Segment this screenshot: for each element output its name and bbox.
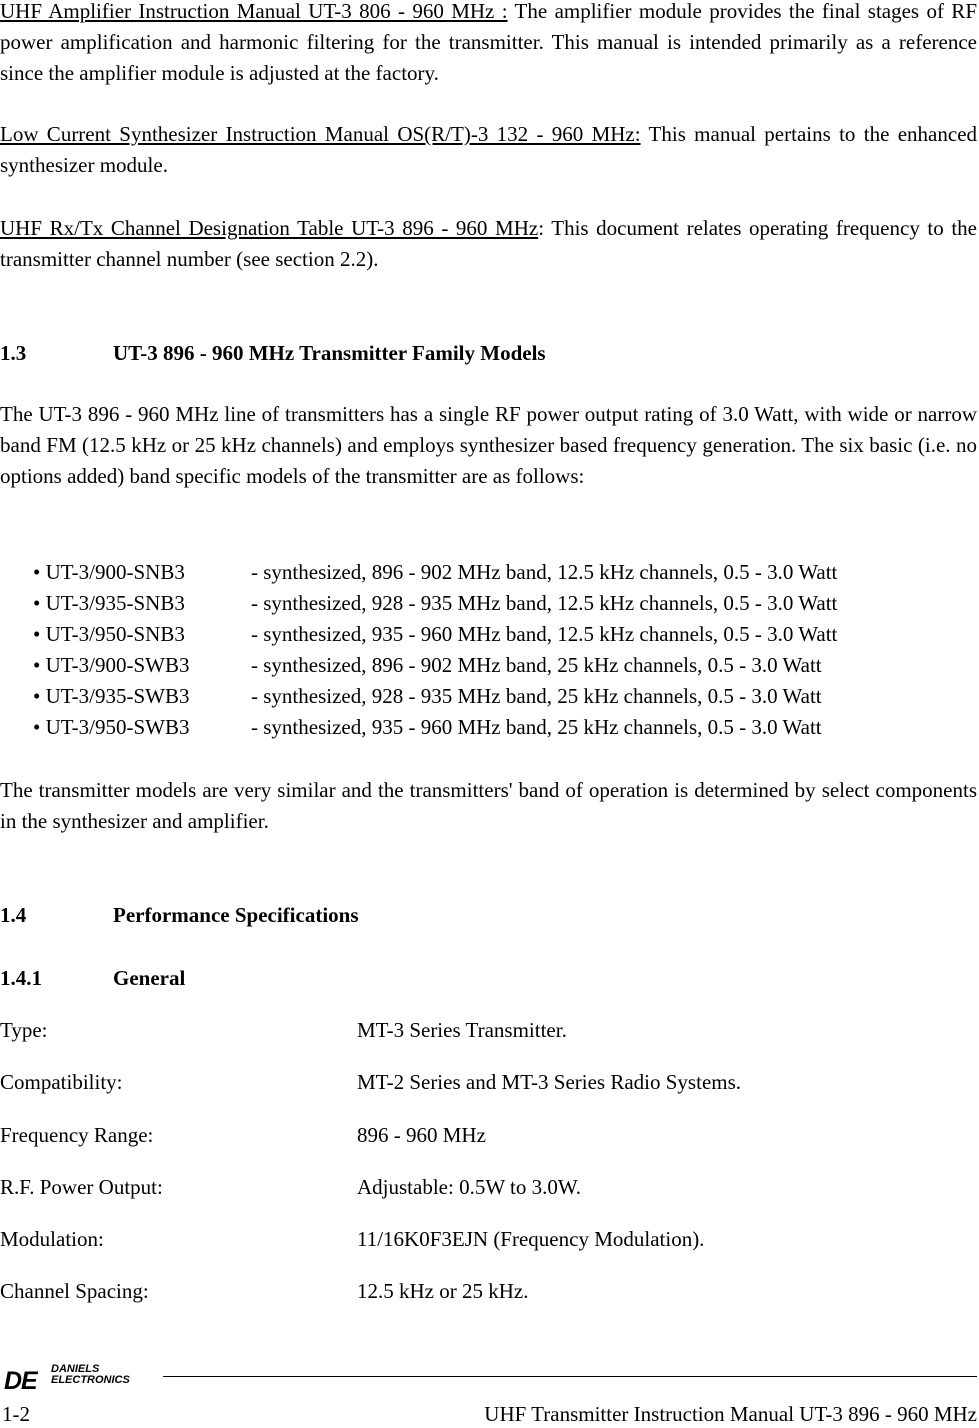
list-item (33, 557, 837, 588)
model-description: - synthesized, 935 - 960 MHz band, 12.5 kHz channels, 0.5 - 3.0 Watt (251, 622, 838, 646)
spec-value: Adjustable: 0.5W to 3.0W. (357, 1175, 581, 1199)
section-heading-1-3 (0, 339, 546, 367)
model-name: • UT-3/900-SWB3 (33, 653, 190, 677)
logo-mark: DE (4, 1367, 37, 1395)
spec-label: Frequency Range: (0, 1123, 154, 1147)
spec-row-modulation (0, 1225, 704, 1253)
spec-row-frequency-range (0, 1121, 486, 1149)
section-number: 1.4.1 (0, 966, 42, 990)
model-description: - synthesized, 896 - 902 MHz band, 25 kHz channels, 0.5 - 3.0 Watt (251, 653, 822, 677)
spec-value: MT-3 Series Transmitter. (357, 1018, 567, 1042)
models-closing-paragraph: The transmitter models are very similar and the transmitters' band of operation is determined by select components in the synthesizer and amplifier. (0, 778, 977, 833)
section-title: Performance Specifications (113, 903, 359, 927)
page-number: 1-2 (2, 1402, 30, 1426)
section-number: 1.4 (0, 903, 27, 927)
logo-line-2: ELECTRONICS (51, 1374, 130, 1386)
section-title: General (113, 966, 186, 990)
logo-wordmark (51, 1364, 130, 1386)
list-item (33, 712, 837, 743)
intro-paragraph-channel-table (0, 213, 977, 275)
list-item (33, 619, 837, 650)
footer-document-title: UHF Transmitter Instruction Manual UT-3 896 - 960 MHz (484, 1402, 977, 1426)
model-list (33, 557, 837, 743)
section-heading-1-4-1 (0, 964, 185, 992)
models-intro-paragraph: The UT-3 896 - 960 MHz line of transmitters has a single RF power output rating of 3.0 Watt, with wide or narrow band FM (12.5 kHz or 25 kHz channels) and employs synthesizer based frequency generation. The six basic (i.e. no options added) band specific models of the transmitter are as follows: (0, 402, 977, 488)
spec-value: 896 - 960 MHz (357, 1123, 486, 1147)
spec-row-type (0, 1016, 567, 1044)
model-name: • UT-3/950-SWB3 (33, 715, 190, 739)
spec-row-channel-spacing (0, 1277, 528, 1305)
logo-line-1: DANIELS (51, 1363, 100, 1375)
amplifier-manual-description: The amplifier module provides the final stages of RF power amplification and harmonic filtering for the transmitter. This manual is intended primarily as a reference since the amplifier module is adjusted at the factory. (0, 0, 977, 85)
model-description: - synthesized, 935 - 960 MHz band, 25 kHz channels, 0.5 - 3.0 Watt (251, 715, 822, 739)
spec-label: Compatibility: (0, 1070, 123, 1094)
section-number: 1.3 (0, 341, 27, 365)
spec-label: Type: (0, 1018, 48, 1042)
model-name: • UT-3/935-SWB3 (33, 684, 190, 708)
model-description: - synthesized, 928 - 935 MHz band, 25 kHz channels, 0.5 - 3.0 Watt (251, 684, 822, 708)
channel-table-title: UHF Rx/Tx Channel Designation Table UT-3 896 - 960 MHz (0, 216, 539, 240)
intro-paragraph-synthesizer (0, 119, 977, 181)
spec-row-compatibility (0, 1068, 741, 1096)
spec-value: MT-2 Series and MT-3 Series Radio Systems. (357, 1070, 742, 1094)
model-name: • UT-3/935-SNB3 (33, 591, 185, 615)
model-description: - synthesized, 896 - 902 MHz band, 12.5 kHz channels, 0.5 - 3.0 Watt (251, 560, 838, 584)
spec-label: Modulation: (0, 1227, 104, 1251)
list-item (33, 588, 837, 619)
synthesizer-manual-description: This manual pertains to the enhanced synthesizer module. (0, 122, 978, 177)
model-description: - synthesized, 928 - 935 MHz band, 12.5 kHz channels, 0.5 - 3.0 Watt (251, 591, 838, 615)
amplifier-manual-title: UHF Amplifier Instruction Manual UT-3 806 - 960 MHz : (0, 0, 508, 23)
spec-value: 12.5 kHz or 25 kHz. (357, 1279, 529, 1303)
spec-label: R.F. Power Output: (0, 1175, 163, 1199)
spec-row-rf-power-output (0, 1173, 581, 1201)
model-name: • UT-3/900-SNB3 (33, 560, 185, 584)
model-name: • UT-3/950-SNB3 (33, 622, 185, 646)
spec-label: Channel Spacing: (0, 1279, 149, 1303)
intro-paragraph-amplifier (0, 0, 977, 89)
synthesizer-manual-title: Low Current Synthesizer Instruction Manual OS(R/T)-3 132 - 960 MHz: (0, 122, 641, 146)
spec-value: 11/16K0F3EJN (Frequency Modulation). (357, 1227, 705, 1251)
list-item (33, 681, 837, 712)
footer-divider (163, 1376, 977, 1377)
channel-table-description: : This document relates operating frequency to the transmitter channel number (see section 2.2). (0, 216, 977, 271)
section-heading-1-4 (0, 901, 359, 929)
section-title: UT-3 896 - 960 MHz Transmitter Family Models (113, 341, 546, 365)
list-item (33, 650, 837, 681)
